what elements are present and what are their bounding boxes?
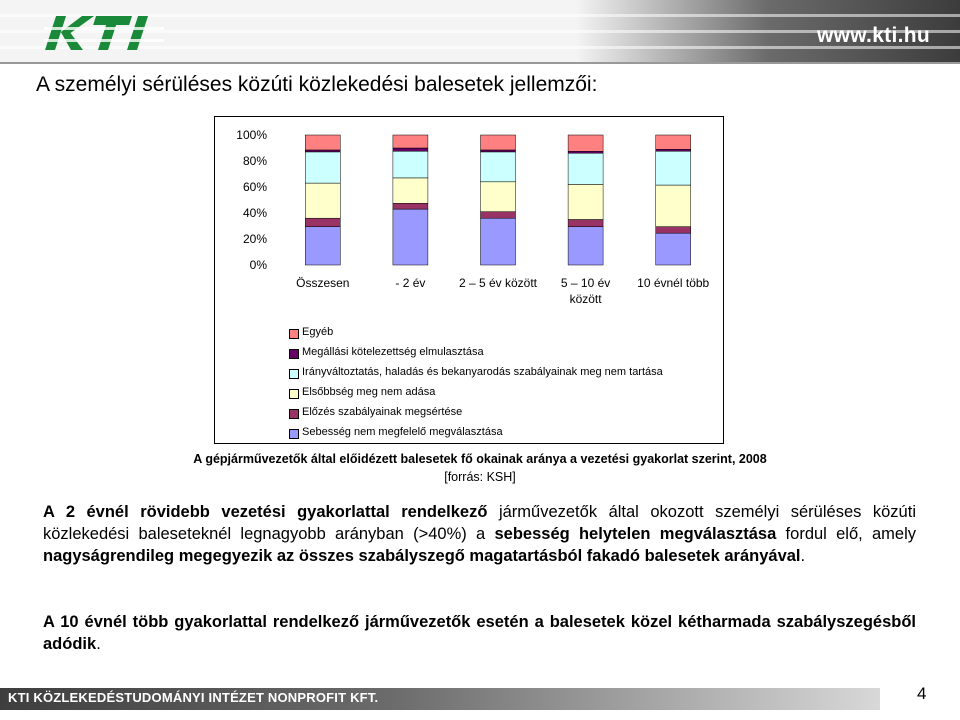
bar-segment-4-5 [656, 151, 691, 185]
bar-segment-6-5 [656, 135, 691, 149]
legend-swatch [289, 429, 299, 439]
bar-segment-2-4 [568, 220, 603, 227]
y-tick-label: 100% [236, 128, 267, 142]
bar-segment-4-1 [305, 152, 340, 183]
y-tick-label: 60% [242, 180, 267, 194]
bar-segment-2-2 [393, 203, 428, 209]
legend-swatch [289, 349, 299, 359]
legend-label: Sebesség nem megfelelő megválasztása [302, 426, 503, 438]
bar-segment-1-5 [656, 233, 691, 265]
bar-segment-3-1 [305, 183, 340, 218]
legend-label: Előzés szabályainak megsértése [302, 406, 463, 418]
slide-title: A személyi sérüléses közúti közlekedési balesetek jellemzői: [36, 73, 598, 96]
bar-segment-3-5 [656, 185, 691, 227]
bar-segment-5-2 [393, 148, 428, 151]
y-tick-label: 20% [242, 232, 267, 246]
bar-segment-5-4 [568, 151, 603, 153]
bar-segment-1-4 [568, 227, 603, 265]
y-tick-label: 0% [249, 258, 267, 272]
bar-segment-2-3 [481, 212, 516, 219]
bar-segment-1-2 [393, 209, 428, 265]
legend-swatch [289, 329, 299, 339]
bar-segment-3-3 [481, 182, 516, 212]
para1-text-2: fordul elő, amely [776, 525, 916, 543]
para1-text-1: járművezetők által okozott személyi sérüléses közúti közlekedési baleseteknél legnagyobb arányban (>40%) a [43, 503, 916, 543]
bar-segment-1-3 [481, 218, 516, 265]
legend-label: Egyéb [302, 326, 334, 338]
chart-caption [0, 450, 960, 486]
caption-title: A gépjárművezetők által előidézett balesetek fő okainak aránya a vezetési gyakorlat szerint, 2008 [193, 452, 767, 466]
bar-segment-5-3 [481, 150, 516, 152]
bar-segment-3-4 [568, 184, 603, 219]
para1-bold-1: A 2 évnél rövidebb vezetési gyakorlattal rendelkező [43, 503, 488, 521]
website-url: www.kti.hu [816, 24, 930, 47]
page-number: 4 [917, 684, 927, 703]
y-tick-label: 80% [242, 154, 267, 168]
chart-frame [214, 116, 724, 444]
x-tick-label: 5 – 10 év [560, 276, 611, 290]
footer-bar [0, 688, 880, 710]
para2-bold-1: A 10 évnél több gyakorlattal rendelkező járművezetők esetén a balesetek közel kétharmada szabályszegésből adódik [43, 613, 916, 653]
para2-text-1: . [96, 635, 101, 653]
x-tick-label: között [569, 292, 602, 306]
bar-segment-2-5 [656, 227, 691, 234]
x-tick-label: Összesen [296, 276, 350, 290]
bar-segment-6-3 [481, 135, 516, 150]
legend-label: Irányváltoztatás, haladás és bekanyarodás szabályainak meg nem tartása [302, 366, 663, 378]
para1-text-3: . [800, 547, 806, 565]
bar-segment-6-2 [393, 135, 428, 148]
bar-segment-6-1 [305, 135, 340, 150]
header-bar [0, 0, 960, 62]
bar-segment-1-1 [305, 227, 340, 265]
legend-label: Elsőbbség meg nem adása [302, 386, 436, 398]
bar-segment-2-1 [305, 218, 340, 226]
x-tick-label: - 2 év [395, 276, 426, 290]
paragraph-1 [43, 501, 916, 567]
bar-segment-4-3 [481, 152, 516, 182]
legend-swatch [289, 369, 299, 379]
caption-source: [forrás: KSH] [444, 470, 516, 484]
legend-swatch [289, 389, 299, 399]
bar-segment-5-5 [656, 149, 691, 151]
x-tick-label: 10 évnél több [637, 276, 710, 290]
y-tick-label: 40% [242, 206, 267, 220]
para1-bold-3: nagyságrendileg megegyezik az összes szabályszegő magatartásból fakadó balesetek arányával [43, 547, 801, 565]
bar-segment-5-1 [305, 150, 340, 152]
legend-label: Megállási kötelezettség elmulasztása [302, 346, 484, 358]
header-divider [0, 62, 960, 64]
bar-segment-3-2 [393, 178, 428, 203]
footer-org-name: KTI KÖZLEKEDÉSTUDOMÁNYI INTÉZET NONPROFIT KFT. [8, 690, 379, 705]
bar-segment-4-2 [393, 151, 428, 178]
bar-segment-6-4 [568, 135, 603, 151]
bar-segment-4-4 [568, 153, 603, 184]
x-tick-label: 2 – 5 év között [458, 276, 538, 290]
para1-bold-2: sebesség helytelen megválasztása [494, 525, 777, 543]
paragraph-2 [43, 611, 916, 655]
legend-swatch [289, 409, 299, 419]
kti-logo [44, 10, 164, 54]
